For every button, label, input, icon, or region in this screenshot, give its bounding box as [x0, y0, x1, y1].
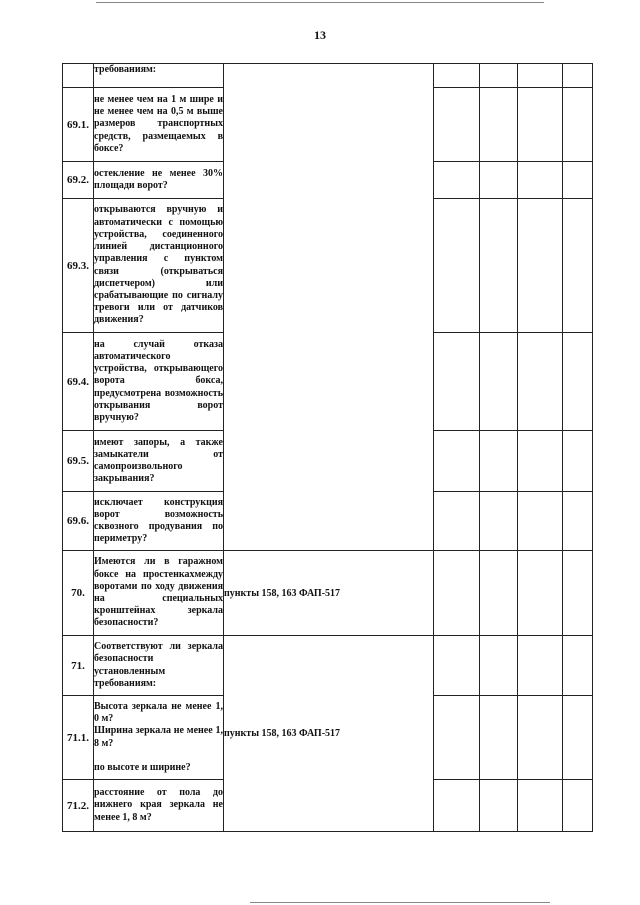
- answer-cell: [480, 696, 518, 780]
- answer-cell: [480, 492, 518, 551]
- answer-cell: [563, 333, 593, 431]
- answer-cell: [563, 64, 593, 88]
- answer-cell: [563, 199, 593, 333]
- answer-cell: [563, 780, 593, 832]
- answer-cell: [518, 162, 563, 199]
- question-cell: [94, 162, 224, 199]
- reference-cell: [224, 551, 434, 636]
- answer-cell: [480, 199, 518, 333]
- answer-cell: [480, 431, 518, 492]
- item-number: 69.1.: [63, 88, 94, 162]
- question-cell: [94, 492, 224, 551]
- answer-cell: [563, 431, 593, 492]
- question-text: [94, 750, 223, 762]
- answer-cell: [434, 64, 480, 88]
- question-text: расстояние от пола до нижнего края зеркала не менее 1, 8 м?: [94, 787, 223, 823]
- answer-cell: [518, 333, 563, 431]
- answer-cell: [518, 492, 563, 551]
- answer-cell: [518, 551, 563, 636]
- bottom-rule: [250, 902, 550, 903]
- answer-cell: [434, 780, 480, 832]
- answer-cell: [563, 88, 593, 162]
- question-text: Высота зеркала не менее 1, 0 м?: [94, 700, 223, 725]
- answer-cell: [518, 64, 563, 88]
- reference-cell: [224, 636, 434, 832]
- question-text: открываются вручную и автоматически с помощью устройства, соединенного линией дистанционного управления с пунктом связи (открываться диспетчером) или срабатывающие по сигналу тревоги или от датчиков движения?: [94, 204, 223, 326]
- item-number: [63, 64, 94, 88]
- checklist-table: [62, 63, 593, 832]
- item-number: 71.2.: [63, 780, 94, 832]
- answer-cell: [434, 162, 480, 199]
- top-rule: [96, 2, 544, 3]
- answer-cell: [434, 636, 480, 696]
- answer-cell: [480, 636, 518, 696]
- answer-cell: [518, 636, 563, 696]
- item-number: 69.2.: [63, 162, 94, 199]
- answer-cell: [563, 492, 593, 551]
- reference-cell: [224, 64, 434, 551]
- question-cell: [94, 696, 224, 780]
- question-text: Ширина зеркала не менее 1, 8 м?: [94, 725, 223, 749]
- answer-cell: [434, 333, 480, 431]
- answer-cell: [480, 88, 518, 162]
- answer-cell: [434, 492, 480, 551]
- answer-cell: [480, 333, 518, 431]
- question-text: на случай отказа автоматического устройства, открывающего ворота бокса, предусмотрена возможность открывания ворот вручную?: [94, 338, 223, 423]
- answer-cell: [563, 551, 593, 636]
- question-cell: [94, 780, 224, 832]
- reference-text: пункты 158, 163 ФАП-517: [224, 587, 341, 599]
- question-text: не менее чем на 1 м шире и не менее чем на 0,5 м выше размеров транспортных средств, размещаемых в боксе?: [94, 93, 223, 154]
- question-cell: [94, 551, 224, 636]
- answer-cell: [480, 551, 518, 636]
- item-number: 70.: [63, 551, 94, 636]
- answer-cell: [563, 696, 593, 780]
- table-row: [63, 551, 593, 636]
- answer-cell: [518, 696, 563, 780]
- answer-cell: [563, 636, 593, 696]
- answer-cell: [434, 431, 480, 492]
- question-text: требованиям:: [94, 64, 157, 75]
- answer-cell: [434, 551, 480, 636]
- question-text: по высоте и ширине?: [94, 761, 191, 773]
- item-number: 69.3.: [63, 199, 94, 333]
- item-number: 71.1.: [63, 696, 94, 780]
- item-number: 69.4.: [63, 333, 94, 431]
- page-number: 13: [314, 28, 326, 42]
- question-text: исключает конструкция ворот возможность сквозного продувания по периметру?: [94, 496, 223, 545]
- answer-cell: [434, 696, 480, 780]
- question-cell: [94, 333, 224, 431]
- answer-cell: [563, 162, 593, 199]
- question-cell: [94, 199, 224, 333]
- question-text: Соответствуют ли зеркала безопасности установленным требованиям:: [94, 641, 223, 689]
- answer-cell: [434, 199, 480, 333]
- item-number: 69.5.: [63, 431, 94, 492]
- answer-cell: [434, 88, 480, 162]
- question-cell: [94, 88, 224, 162]
- item-number: 69.6.: [63, 492, 94, 551]
- question-cell: [94, 636, 224, 696]
- question-text: Имеются ли в гаражном боксе на простенкахмежду воротами по ходу движения на специальных кронштейнах зеркала безопасности?: [94, 556, 223, 629]
- question-cell: [94, 64, 224, 88]
- table-row: [63, 64, 593, 88]
- question-cell: [94, 431, 224, 492]
- answer-cell: [480, 780, 518, 832]
- answer-cell: [518, 431, 563, 492]
- reference-text: пункты 158, 163 ФАП-517: [224, 728, 341, 739]
- answer-cell: [518, 780, 563, 832]
- answer-cell: [518, 88, 563, 162]
- question-text: остекление не менее 30% площади ворот?: [94, 167, 223, 191]
- answer-cell: [480, 64, 518, 88]
- answer-cell: [480, 162, 518, 199]
- item-number: 71.: [63, 636, 94, 696]
- table-row: [63, 636, 593, 696]
- answer-cell: [518, 199, 563, 333]
- question-text: имеют запоры, а также замыкатели от самопроизвольного закрывания?: [94, 436, 223, 485]
